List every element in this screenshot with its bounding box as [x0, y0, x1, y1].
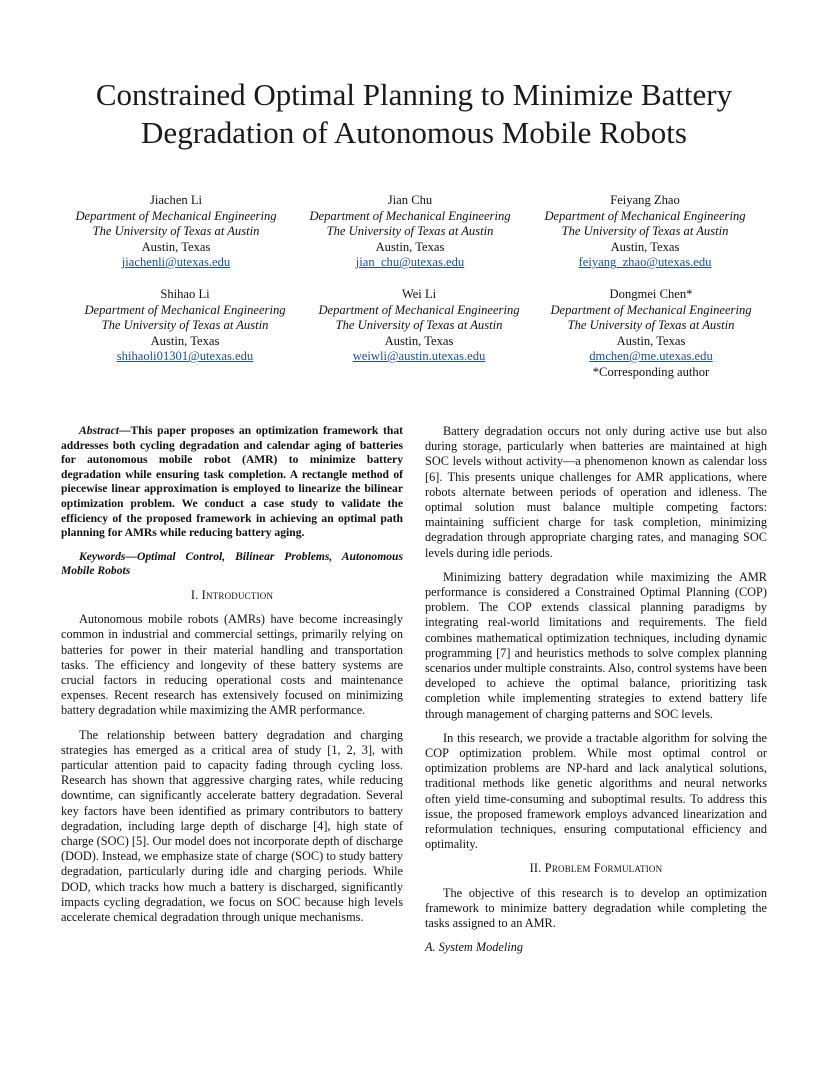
author-name: Dongmei Chen* [609, 287, 693, 301]
paper-title [0, 76, 828, 152]
author-dept: Department of Mechanical Engineering [84, 302, 286, 317]
author-block [56, 193, 296, 271]
author-block [531, 287, 771, 380]
author-location: Austin, Texas [616, 333, 686, 348]
keywords: Keywords—Optimal Control, Bilinear Problems, Autonomous Mobile Robots [61, 549, 403, 578]
author-name: Feiyang Zhao [610, 193, 680, 207]
section-heading-introduction: I. Introduction [190, 587, 274, 602]
author-email-link[interactable]: feiyang_zhao@utexas.edu [578, 255, 712, 269]
author-email-link[interactable]: jiachenli@utexas.edu [121, 255, 231, 269]
author-univ: The University of Texas at Austin [335, 318, 503, 332]
author-email-link[interactable]: dmchen@me.utexas.edu [589, 349, 713, 363]
paragraph: Autonomous mobile robots (AMRs) have become increasingly common in industrial and commercial settings, primarily relying on batteries for power in their material handling and transportation tasks. The efficiency and longevity of these battery systems are crucial factors in reducing operational costs and maintenance expenses. Recent research has extensively focused on minimizing battery degradation while maximizing the AMR performance. [61, 612, 403, 718]
abstract-text: —This paper proposes an optimization framework that addresses both cycling degradation and calendar aging of batteries for autonomous mobile robot (AMR) to minimize battery degradation while ensuring task completion. A rectangle method of piecewise linear approximation is employed to linearize the bilinear optimization problem. We conduct a case study to validate the efficiency of the proposed framework in achieving an optimal path planning for AMRs while reducing battery aging. [61, 424, 403, 540]
abstract-label: Abstract [79, 424, 119, 437]
abstract [61, 424, 403, 541]
author-dept: Department of Mechanical Engineering [309, 208, 511, 223]
author-email-link[interactable]: weiwli@austin.utexas.edu [352, 349, 486, 363]
author-location: Austin, Texas [150, 333, 220, 348]
paragraph: Minimizing battery degradation while maximizing the AMR performance is considered a Constrained Optimal Planning (COP) problem. The COP extends classical planning paradigms by integrating real-world limitations and requirements. The field combines mathematical optimization techniques, including dynamic programming [7] and heuristics methods to solve complex planning scenarios under multiple constraints. Also, control systems have been developed to achieve the optimal balance, prioritizing task completion while implementing strategies to extend battery life through management of charging patterns and SOC levels. [425, 569, 767, 721]
paragraph: The objective of this research is to develop an optimization framework to minimize battery degradation while completing the tasks assigned to an AMR. [425, 885, 767, 931]
author-dept: Department of Mechanical Engineering [318, 302, 520, 317]
author-location: Austin, Texas [610, 239, 680, 254]
section-heading-problem-formulation: II. Problem Formulation [529, 861, 663, 876]
title-line-2: Degradation of Autonomous Mobile Robots [141, 115, 687, 150]
author-location: Austin, Texas [141, 239, 211, 254]
author-block [65, 287, 305, 365]
author-name: Jian Chu [387, 193, 433, 207]
title-line-1: Constrained Optimal Planning to Minimize Battery [95, 77, 733, 112]
paragraph: In this research, we provide a tractable algorithm for solving the COP optimization problem. While most optimal control or optimization problems are NP-hard and lack analytical solutions, traditional methods like genetic algorithms and neural networks often yield time-consuming and suboptimal results. To address this issue, the proposed framework employs advanced linearization and reformulation techniques, ensuring computational efficiency and optimality. [425, 730, 767, 852]
author-location: Austin, Texas [375, 239, 445, 254]
author-univ: The University of Texas at Austin [92, 224, 260, 238]
author-univ: The University of Texas at Austin [326, 224, 494, 238]
paragraph: Battery degradation occurs not only during active use but also during storage, particularly when batteries are maintained at high SOC levels without activity—a phenomenon known as calendar loss [6]. This presents unique challenges for AMR applications, where robots alternate between periods of operation and idleness. The optimal solution must balance multiple competing factors: maintaining sufficient charge for task completion, minimizing degradation through appropriate charging rates, and managing SOC levels during idle periods. [425, 424, 767, 560]
author-name: Shihao Li [160, 287, 210, 301]
author-block [299, 287, 539, 365]
author-email-link[interactable]: shihaoli01301@utexas.edu [116, 349, 254, 363]
author-block [290, 193, 530, 271]
author-dept: Department of Mechanical Engineering [75, 208, 277, 223]
author-univ: The University of Texas at Austin [101, 318, 269, 332]
author-univ: The University of Texas at Austin [561, 224, 729, 238]
author-email-link[interactable]: jian_chu@utexas.edu [355, 255, 465, 269]
subsection-heading-system-modeling: A. System Modeling [425, 940, 524, 955]
author-location: Austin, Texas [384, 333, 454, 348]
author-block [525, 193, 765, 271]
author-name: Jiachen Li [149, 193, 203, 207]
right-column [425, 424, 767, 965]
author-dept: Department of Mechanical Engineering [550, 302, 752, 317]
author-dept: Department of Mechanical Engineering [544, 208, 746, 223]
left-column [61, 424, 403, 934]
author-name: Wei Li [401, 287, 437, 301]
corresponding-author-note: *Corresponding author [592, 364, 710, 379]
author-univ: The University of Texas at Austin [567, 318, 735, 332]
paragraph: The relationship between battery degradation and charging strategies has emerged as a critical area of study [1, 2, 3], with particular attention paid to capacity fading through cycling loss. Research has shown that aggressive charging rates, while reducing downtime, can significantly accelerate battery degradation. Several key factors have been identified as primary contributors to battery degradation, including large depth of discharge [4], high state of charge (SOC) [5]. Our model does not incorporate depth of discharge (DOD). Instead, we emphasize state of charge (SOC) to study battery degradation, particularly during idle and charging periods. While DOD, which tracks how much a battery is discharged, significantly impacts cycling degradation, we focus on SOC because high levels accelerate chemical degradation through unique mechanisms. [61, 727, 403, 924]
